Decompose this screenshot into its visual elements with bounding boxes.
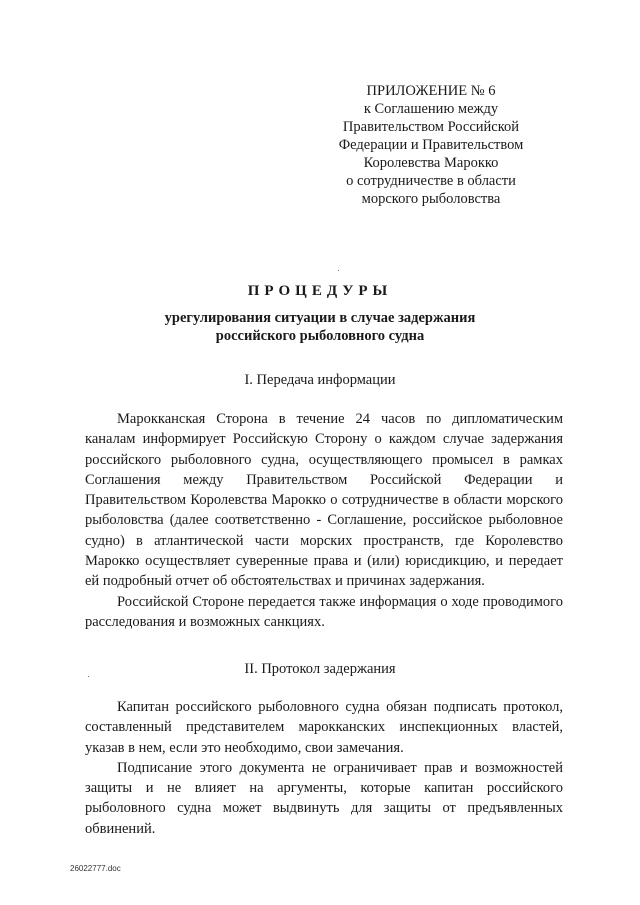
section-2-body xyxy=(85,697,563,839)
annex-line: Правительством Российской xyxy=(342,119,520,135)
annex-line: морского рыболовства xyxy=(361,191,501,207)
section-1-body xyxy=(85,409,563,632)
footer-filename: 26022777.doc xyxy=(70,864,121,873)
annex-line: о сотрудничестве в области xyxy=(346,173,516,189)
section-heading-2: II. Протокол задержания xyxy=(244,661,396,677)
section-heading-1: I. Передача информации xyxy=(244,372,396,388)
subtitle-line: российского рыболовного судна xyxy=(215,328,425,344)
paragraph: Марокканская Сторона в течение 24 часов по дипломатическим каналам информирует Российскую Сторону о каждом случае задержания российского рыболовного судна, осуществляющего промысел в рамках Соглашения между Правительством Российской Федерации и Правительством Королевства Марокко о сотрудничестве в области морского рыболовства (далее соответственно - Соглашение, российское рыболовное судно) в атлантической части морских пространств, где Королевство Марокко осуществляет суверенные права и (или) юрисдикцию, и передает ей подробный отчет об обстоятельствах и причинах задержания. xyxy=(85,411,563,590)
annex-line: Королевства Марокко xyxy=(363,155,499,171)
paragraph: Российской Стороне передается также информация о ходе проводимого расследования и возможных санкциях. xyxy=(85,593,563,630)
document-title: ПРОЦЕДУРЫ xyxy=(247,283,393,299)
annex-line: Федерации и Правительством xyxy=(338,137,524,153)
paragraph: Подписание этого документа не ограничивает прав и возможностей защиты и не влияет на аргументы, которые капитан российского рыболовного судна может выдвинуть для защиты от предъявленных обвинений. xyxy=(85,759,563,837)
subtitle-line: урегулирования ситуации в случае задержания xyxy=(164,310,476,326)
scan-speck xyxy=(338,270,339,271)
annex-line: к Соглашению между xyxy=(363,101,499,117)
annex-block xyxy=(320,82,542,208)
document-subtitle xyxy=(0,309,640,345)
paragraph: Капитан российского рыболовного судна обязан подписать протокол, составленный представителем марокканских инспекционных властей, указав в нем, если это необходимо, свои замечания. xyxy=(85,699,563,756)
annex-line: ПРИЛОЖЕНИЕ № 6 xyxy=(366,83,496,99)
